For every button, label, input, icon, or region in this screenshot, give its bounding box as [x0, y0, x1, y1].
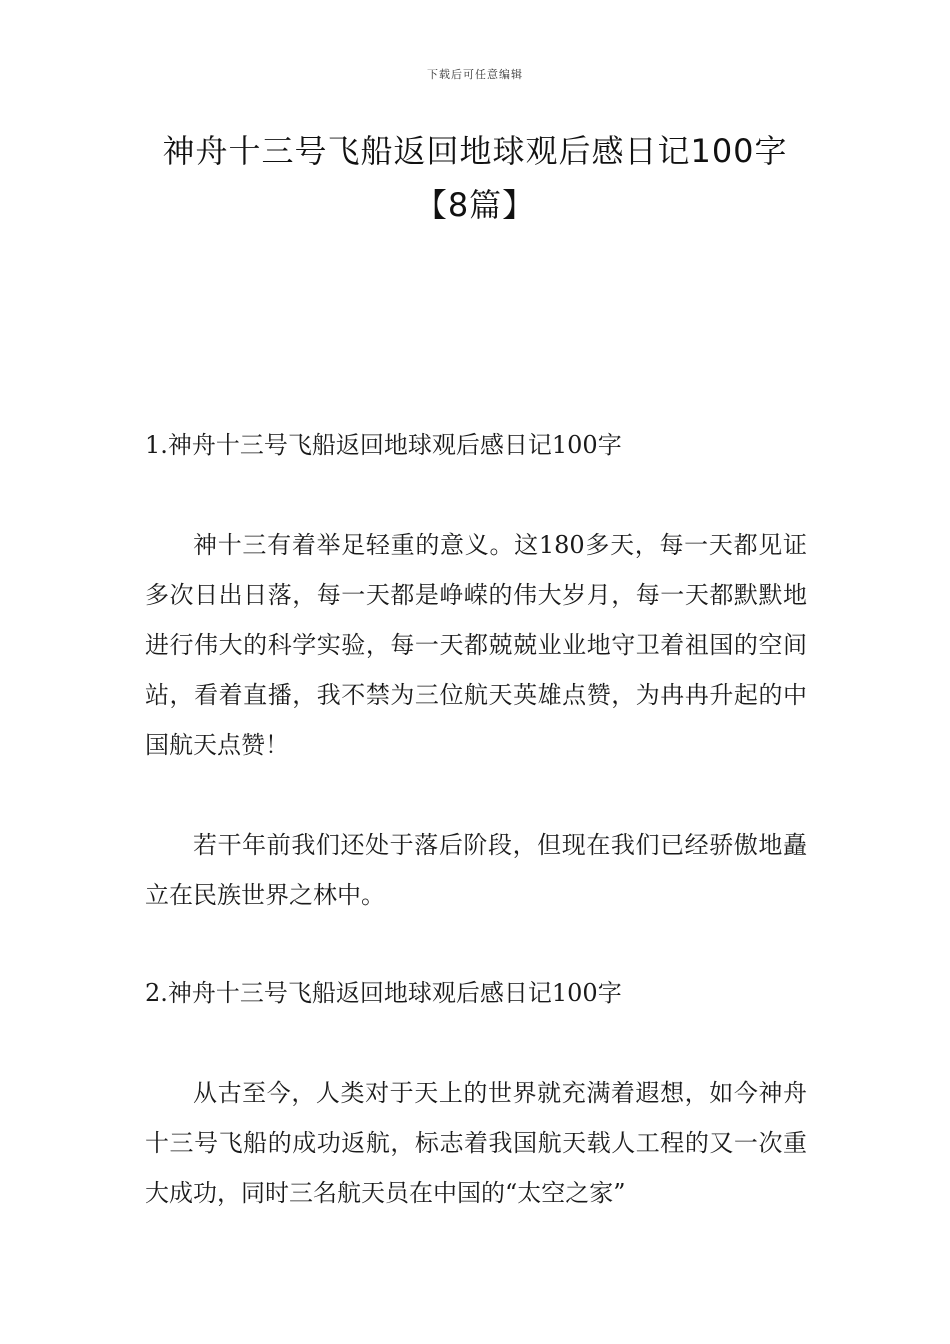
section-heading: 2.神舟十三号飞船返回地球观后感日记100字	[145, 979, 622, 1007]
document-title: 神舟十三号飞船返回地球观后感日记100字【8篇】	[162, 132, 788, 224]
section-paragraph: 神十三有着举足轻重的意义。这180多天，每一天都见证多次日出日落，每一天都是峥嵘的伟大岁月，每一天都默默地进行伟大的科学实验，每一天都兢兢业业地守卫着祖国的空间站，看着直播，我不禁为三位航天英雄点赞，为冉冉升起的中国航天点赞！	[145, 531, 807, 759]
section-2	[145, 968, 807, 1218]
section-paragraph: 若干年前我们还处于落后阶段，但现在我们已经骄傲地矗立在民族世界之林中。	[145, 831, 807, 909]
header-note: 下载后可任意编辑	[427, 68, 523, 81]
section-1	[145, 420, 807, 920]
section-paragraph: 从古至今，人类对于天上的世界就充满着遐想，如今神舟十三号飞船的成功返航，标志着我国航天载人工程的又一次重大成功，同时三名航天员在中国的“太空之家”	[145, 1079, 807, 1207]
document-body	[145, 420, 807, 1218]
section-heading: 1.神舟十三号飞船返回地球观后感日记100字	[145, 431, 622, 459]
